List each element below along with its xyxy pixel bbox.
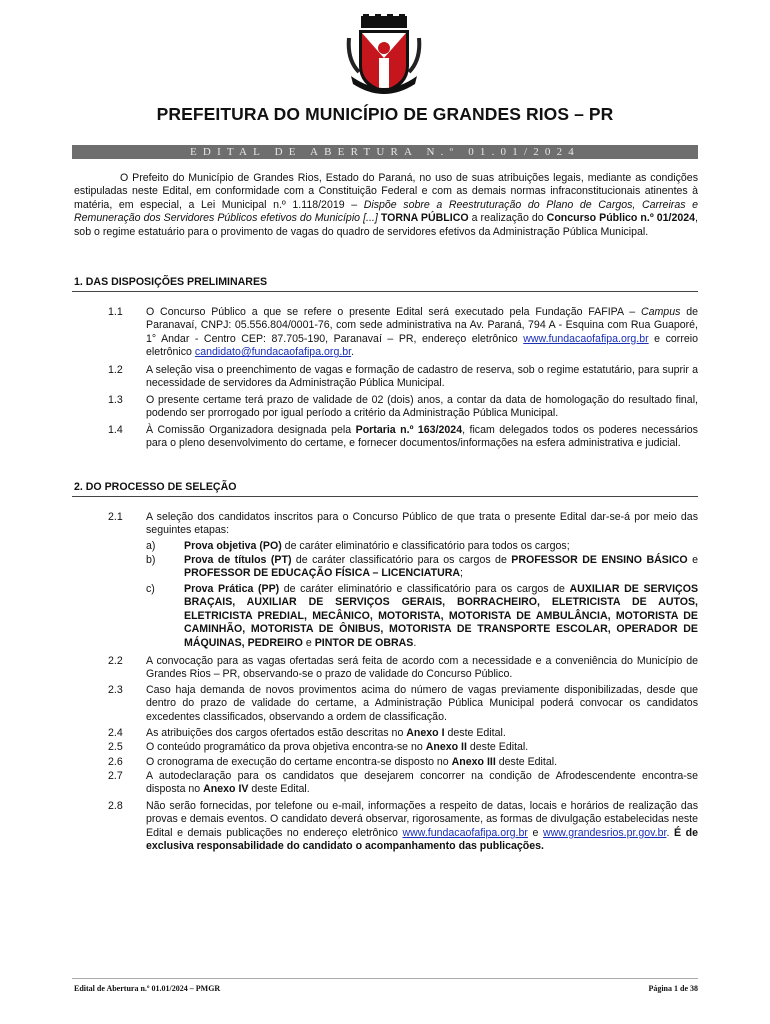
list-item: 1.3 O presente certame terá prazo de validade de 02 (dois) anos, a contar da data de homologação do resultado final, podendo ser prorrogado por igual período a critério da Administração Pública Municipal. (108, 394, 698, 420)
list-item: 2.5 O conteúdo programático da prova objetiva encontra-se no Anexo II deste Edital. (108, 741, 529, 753)
footer-divider (72, 978, 698, 979)
list-item: 1.2 A seleção visa o preenchimento de vagas e formação de cadastro de reserva, sob o regime estatutário, para suprir a necessidade de servidores da Administração Pública Municipal. (108, 364, 698, 390)
municipal-coat-of-arms-icon (345, 14, 423, 100)
list-item: 2.8 Não serão fornecidas, por telefone ou e-mail, informações a respeito de datas, locais e horários de realização das provas e demais eventos. O candidato deverá observar, rigorosamente, as formas de divulgação estabelecidas neste Edital e demais publicações no endereço eletrônico www.fundacaofafipa.org.br e www.grandesrios.pr.gov.br. É de exclusiva responsabilidade do candidato o acompanhamento das publicações. (108, 800, 698, 853)
section-divider (72, 496, 698, 497)
list-item: 2.1 A seleção dos candidatos inscritos para o Concurso Público de que trata o presente Edital dar-se-á por meio das seguintes etapas: (108, 511, 698, 537)
sub-item-c: c) Prova Prática (PP) de caráter eliminatório e classificatório para os cargos de AUXILIAR DE SERVIÇOS BRAÇAIS, AUXILIAR DE SERVIÇOS GERAIS, BORRACHEIRO, ELETRICISTA DE AUTOS, ELETRICISTA PREDIAL, MECÂNICO, MOTORISTA, MOTORISTA DE AMBULÂNCIA, MOTORISTA DE CAMINHÃO, MOTORISTA DE ÔNIBUS, MOTORISTA DE TRANSPORTE ESCOLAR, OPERADOR DE MÁQUINAS, PEDREIRO e PINTOR DE OBRAS. (146, 583, 699, 649)
list-item: 2.7 A autodeclaração para os candidatos que desejarem concorrer na condição de Afrodescendente encontra-se disposta no Anexo IV deste Edital. (108, 770, 698, 796)
edital-number-bar: EDITAL DE ABERTURA N.º 01.01/2024 (72, 145, 698, 159)
section-2-heading: 2. DO PROCESSO DE SELEÇÃO (74, 481, 237, 493)
sub-item-b: b) Prova de títulos (PT) de caráter classificatório para os cargos de PROFESSOR DE ENSINO BÁSICO e PROFESSOR DE EDUCAÇÃO FÍSICA – LICENCIATURA; (146, 554, 698, 580)
list-item: 2.2 A convocação para as vagas ofertadas será feita de acordo com a necessidade e a conveniência do Município de Grandes Rios – PR, observando-se o prazo de validade do Concurso Público. (108, 655, 698, 681)
list-item: 1.4 À Comissão Organizadora designada pela Portaria n.º 163/2024, ficam delegados todos os poderes necessários para o pleno desenvolvimento do certame, e fornecer documentos/informações na esfera administrativa e judicial. (108, 424, 698, 450)
list-item: 1.1 O Concurso Público a que se refere o presente Edital será executado pela Fundação FAFIPA – Campus de Paranavaí, CNPJ: 05.556.804/0001-76, com sede administrativa na Av. Paraná, 794 A - Esquina com Rua Guaporé, 1° Andar - Centro CEP: 87.705-190, Paranavaí – PR, endereço eletrônico www.fundacaofafipa.org.br e correio eletrônico candidato@fundacaofafipa.org.br. (108, 306, 698, 359)
email-link[interactable]: candidato@fundacaofafipa.org.br (194, 346, 352, 359)
grandesrios-link[interactable]: www.grandesrios.pr.gov.br (542, 826, 667, 839)
fafipa-link[interactable]: www.fundacaofafipa.org.br (402, 826, 528, 839)
section-1-heading: 1. DAS DISPOSIÇÕES PRELIMINARES (74, 276, 268, 288)
intro-paragraph: O Prefeito do Município de Grandes Rios, Estado do Paraná, no uso de suas atribuições legais, mediante as condições estipuladas neste Edital, em conformidade com a Constituição Federal e com as demais normas infraconstitucionais atinentes à matéria, em especial, a Lei Municipal n.º 1.118/2019 – Dispõe sobre a Reestruturação do Plano de Cargos, Carreiras e Remuneração dos Servidores Públicos efetivos do Município [...] TORNA PÚBLICO a realização do Concurso Público n.º 01/2024, sob o regime estatuário para o provimento de vagas do quadro de servidores efetivos da Administração Pública Municipal. (74, 172, 698, 238)
sub-item-a: a) Prova objetiva (PO) de caráter eliminatório e classificatório para todos os cargos; (146, 540, 570, 552)
list-item: 2.6 O cronograma de execução do certame encontra-se disposto no Anexo III deste Edital. (108, 756, 558, 768)
page-title: PREFEITURA DO MUNICÍPIO DE GRANDES RIOS – PR (156, 104, 614, 124)
page-number: Página 1 de 38 (648, 984, 698, 993)
section-divider (72, 291, 698, 292)
list-item: 2.4 As atribuições dos cargos ofertados estão descritas no Anexo I deste Edital. (108, 727, 506, 739)
footer-edital-ref: Edital de Abertura n.º 01.01/2024 – PMGR (74, 984, 221, 993)
fafipa-link[interactable]: www.fundacaofafipa.org.br (523, 332, 649, 345)
list-item: 2.3 Caso haja demanda de novos provimentos acima do número de vagas previamente disponibilizadas, desde que dentro do prazo de validade do certame, a Administração Pública Municipal poderá convocar os candidatos excedentes classificados, observando a ordem de classificação. (108, 684, 698, 723)
